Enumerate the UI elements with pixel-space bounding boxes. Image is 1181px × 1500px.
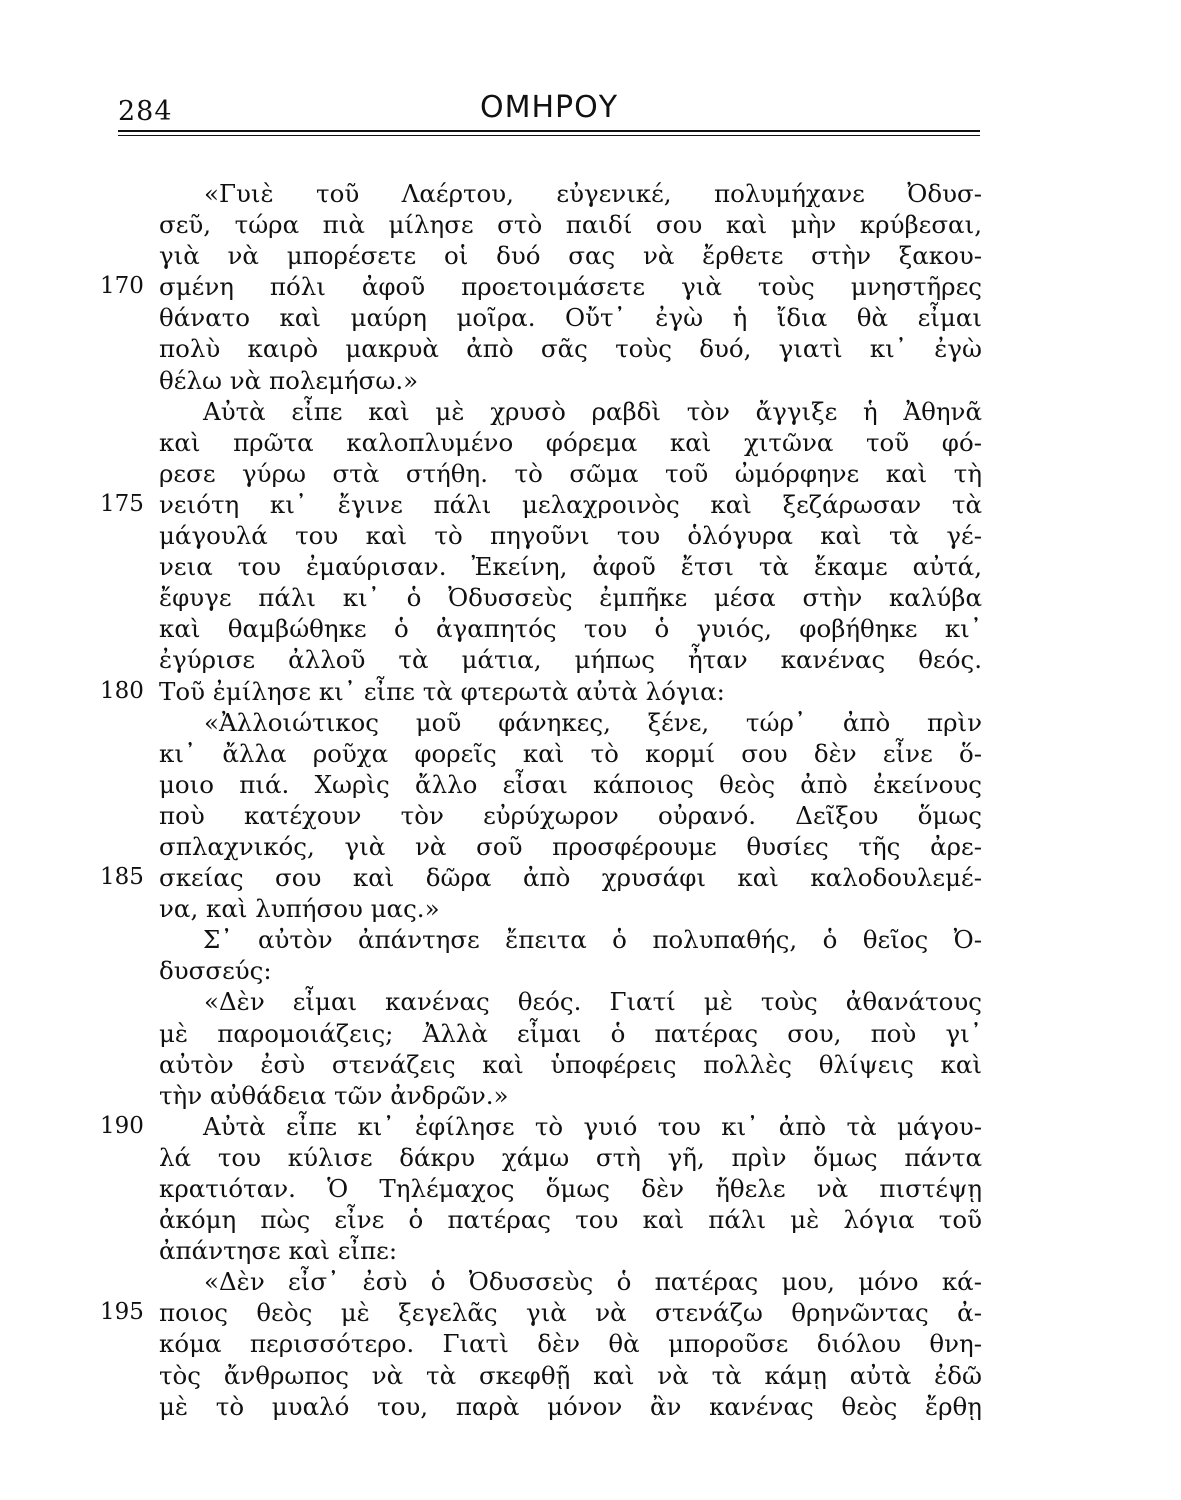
text-line — [100, 1266, 990, 1297]
text-line — [100, 800, 990, 831]
text-line — [100, 1142, 990, 1173]
line-text: θέλω νὰ πολεμήσω.» — [159, 365, 419, 395]
line-text: Αὐτὰ εἶπε κι᾽ ἐφίλησε τὸ γυιό του κι᾽ ἀπὸ τὰ μάγου- — [203, 1111, 982, 1141]
line-text: «Γυιὲ τοῦ Λαέρτου, εὐγενικέ, πολυμήχανε Ὀδυσ- — [204, 179, 982, 208]
line-number: 190 — [100, 1112, 144, 1139]
line-text: σεῦ, τώρα πιὰ μίλησε στὸ παιδί σου καὶ μὴν κρύβεσαι, — [159, 210, 982, 240]
header-rule — [118, 130, 980, 132]
line-number: 175 — [100, 490, 144, 517]
line-text: μάγουλά του καὶ τὸ πηγοῦνι του ὁλόγυρα καὶ τὰ γέ- — [159, 521, 982, 551]
text-line — [100, 489, 990, 520]
text-line — [100, 707, 990, 738]
line-text: ποὺ κατέχουν τὸν εὐρύχωρον οὐρανό. Δεῖξου ὅμως — [159, 800, 982, 830]
text-line — [100, 1235, 990, 1266]
text-line — [100, 520, 990, 551]
text-line — [100, 893, 990, 924]
text-line — [100, 644, 990, 675]
text-line — [100, 1328, 990, 1359]
line-number: 185 — [100, 864, 144, 891]
line-text: «Δὲν εἶσ᾽ ἐσὺ ὁ Ὀδυσσεὺς ὁ πατέρας μου, μόνο κά- — [204, 1267, 982, 1297]
line-text: νεια του ἐμαύρισαν. Ἐκείνη, ἀφοῦ ἔτσι τὰ ἔκαμε αὐτά, — [159, 552, 982, 582]
line-number: 180 — [100, 677, 144, 704]
line-text: ποιος θεὸς μὲ ξεγελᾶς γιὰ νὰ στενάζω θρηνῶντας ἀ- — [159, 1298, 982, 1328]
line-text: αὐτὸν ἐσὺ στενάζεις καὶ ὑποφέρεις πολλὲς θλίψεις καὶ — [159, 1049, 982, 1079]
text-line — [100, 1049, 990, 1080]
text-line — [100, 1111, 990, 1142]
line-number: 195 — [100, 1299, 144, 1326]
text-line — [100, 365, 990, 396]
line-text: κρατιόταν. Ὁ Τηλέμαχος ὅμως δὲν ἤθελε νὰ πιστέψῃ — [159, 1174, 982, 1203]
line-text: σκείας σου καὶ δῶρα ἀπὸ χρυσάφι καὶ καλοδουλεμέ- — [159, 863, 982, 893]
text-line — [100, 582, 990, 613]
line-text: μοιο πιά. Χωρὶς ἄλλο εἶσαι κάποιος θεὸς ἀπὸ ἐκείνους — [159, 769, 982, 799]
line-text: Αὐτὰ εἶπε καὶ μὲ χρυσὸ ραβδὶ τὸν ἄγγιξε ἡ Ἀθηνᾶ — [203, 396, 982, 426]
line-text: ἔφυγε πάλι κι᾽ ὁ Ὀδυσσεὺς ἐμπῆκε μέσα στὴν καλύβα — [159, 583, 982, 613]
line-text: «Ἀλλοιώτικος μοῦ φάνηκες, ξένε, τώρ᾽ ἀπὸ πρὶν — [204, 707, 982, 737]
line-text: σπλαχνικός, γιὰ νὰ σοῦ προσφέρουμε θυσίες τῆς ἀρε- — [159, 831, 982, 861]
text-line — [100, 1360, 990, 1391]
line-text: δυσσεύς: — [159, 956, 272, 986]
line-text: Σ᾽ αὐτὸν ἀπάντησε ἔπειτα ὁ πολυπαθής, ὁ θεῖος Ὀ- — [203, 925, 982, 955]
text-line — [100, 924, 990, 955]
line-text: πολὺ καιρὸ μακρυὰ ἀπὸ σᾶς τοὺς δυό, γιατὶ κι᾽ ἐγὼ — [159, 334, 982, 364]
line-text: κι᾽ ἄλλα ροῦχα φορεῖς καὶ τὸ κορμί σου δὲν εἶνε ὅ- — [159, 738, 982, 768]
line-text: Τοῦ ἐμίλησε κι᾽ εἶπε τὰ φτερωτὰ αὐτὰ λόγια: — [159, 676, 725, 706]
running-title: ΟΜΗΡΟΥ — [479, 90, 619, 125]
text-line — [100, 333, 990, 364]
page-header — [118, 82, 980, 142]
text-line — [100, 955, 990, 986]
line-text: να, καὶ λυπήσου μας.» — [159, 894, 440, 924]
text-line — [100, 1080, 990, 1111]
text-line — [100, 862, 990, 893]
line-text: ἀπάντησε καὶ εἶπε: — [159, 1236, 398, 1266]
text-line — [100, 1297, 990, 1328]
line-text: μὲ τὸ μυαλό του, παρὰ μόνον ἂν κανένας θεὸς ἔρθῃ — [159, 1391, 982, 1421]
text-body — [100, 178, 990, 1422]
page-number: 284 — [118, 96, 173, 127]
text-line — [100, 769, 990, 800]
text-line — [100, 209, 990, 240]
text-line — [100, 676, 990, 707]
text-line — [100, 1391, 990, 1422]
line-text: σμένη πόλι ἀφοῦ προετοιμάσετε γιὰ τοὺς μνηστῆρες — [159, 272, 982, 302]
line-text: τὸς ἄνθρωπος νὰ τὰ σκεφθῇ καὶ νὰ τὰ κάμῃ αὐτὰ ἐδῶ — [159, 1360, 982, 1390]
line-text: νειότη κι᾽ ἔγινε πάλι μελαχροινὸς καὶ ξεζάρωσαν τὰ — [159, 489, 982, 519]
header-rule-thin — [118, 135, 980, 136]
line-text: λά του κύλισε δάκρυ χάμω στὴ γῆ, πρὶν ὅμως πάντα — [159, 1142, 982, 1172]
text-line — [100, 178, 990, 209]
text-line — [100, 986, 990, 1017]
text-line — [100, 551, 990, 582]
line-text: καὶ πρῶτα καλοπλυμένο φόρεμα καὶ χιτῶνα τοῦ φό- — [159, 427, 982, 457]
text-line — [100, 1204, 990, 1235]
text-line — [100, 302, 990, 333]
text-line — [100, 240, 990, 271]
text-line — [100, 738, 990, 769]
line-text: ἐγύρισε ἀλλοῦ τὰ μάτια, μήπως ἦταν κανένας θεός. — [159, 645, 982, 675]
line-text: ρεσε γύρω στὰ στήθη. τὸ σῶμα τοῦ ὠμόρφηνε καὶ τὴ — [159, 458, 982, 488]
line-text: γιὰ νὰ μπορέσετε οἱ δυό σας νὰ ἔρθετε στὴν ξακου- — [159, 241, 982, 271]
text-line — [100, 1018, 990, 1049]
text-line — [100, 1173, 990, 1204]
line-text: ἀκόμη πὼς εἶνε ὁ πατέρας του καὶ πάλι μὲ λόγια τοῦ — [159, 1205, 982, 1235]
text-line — [100, 396, 990, 427]
line-text: τὴν αὐθάδεια τῶν ἀνδρῶν.» — [159, 1080, 509, 1110]
text-line — [100, 831, 990, 862]
line-text: «Δὲν εἶμαι κανένας θεός. Γιατί μὲ τοὺς ἀθανάτους — [204, 987, 982, 1017]
line-text: καὶ θαμβώθηκε ὁ ἀγαπητός του ὁ γυιός, φοβήθηκε κι᾽ — [159, 614, 982, 644]
line-text: θάνατο καὶ μαύρη μοῖρα. Οὔτ᾽ ἐγὼ ἡ ἴδια θὰ εἶμαι — [159, 303, 982, 333]
text-line — [100, 427, 990, 458]
line-text: κόμα περισσότερο. Γιατὶ δὲν θὰ μποροῦσε διόλου θνη- — [159, 1329, 982, 1359]
text-line — [100, 458, 990, 489]
line-number: 170 — [100, 273, 144, 300]
text-line — [100, 613, 990, 644]
line-text: μὲ παρομοιάζεις; Ἀλλὰ εἶμαι ὁ πατέρας σου, ποὺ γι᾽ — [159, 1018, 982, 1048]
text-line — [100, 271, 990, 302]
